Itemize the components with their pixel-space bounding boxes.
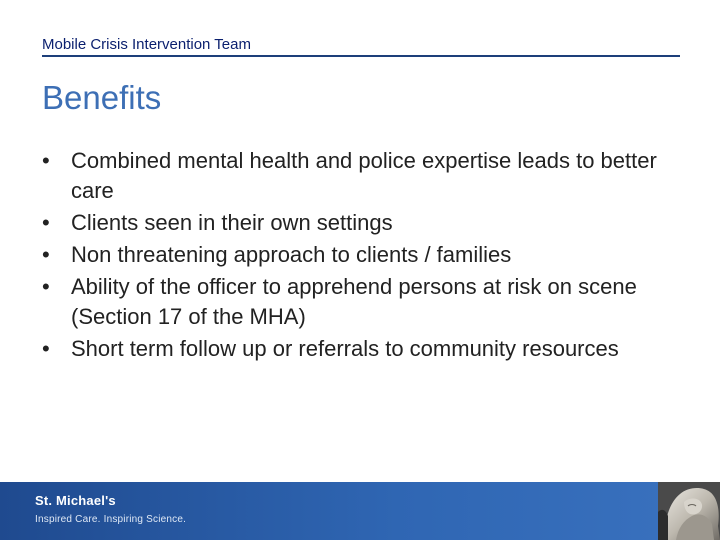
bullet-item xyxy=(42,272,702,332)
bullet-glyph: • xyxy=(42,210,50,235)
bullet-text: Combined mental health and police expertise leads to better care xyxy=(71,148,657,203)
bullet-glyph: • xyxy=(42,148,50,173)
bullet-item xyxy=(42,146,702,206)
bullet-glyph: • xyxy=(42,274,50,299)
bullet-item xyxy=(42,334,702,364)
bullet-text: Non threatening approach to clients / families xyxy=(71,242,512,267)
bullet-text: Ability of the officer to apprehend persons at risk on scene (Section 17 of the MHA) xyxy=(71,274,637,329)
statue-icon xyxy=(658,482,720,540)
footer-banner xyxy=(0,482,720,540)
bullet-text: Clients seen in their own settings xyxy=(71,210,393,235)
organization-tagline: Inspired Care. Inspiring Science. xyxy=(35,514,187,525)
organization-name: St. Michael's xyxy=(35,493,116,508)
bullet-text: Short term follow up or referrals to community resources xyxy=(71,336,619,361)
bullet-item xyxy=(42,208,702,238)
bullet-list xyxy=(42,146,702,366)
bullet-glyph: • xyxy=(42,242,50,267)
slide-header xyxy=(42,36,680,57)
team-name: Mobile Crisis Intervention Team xyxy=(42,36,251,53)
slide-title: Benefits xyxy=(42,79,162,116)
bullet-glyph: • xyxy=(42,336,50,361)
bullet-item xyxy=(42,240,702,270)
statue-image xyxy=(658,482,720,540)
